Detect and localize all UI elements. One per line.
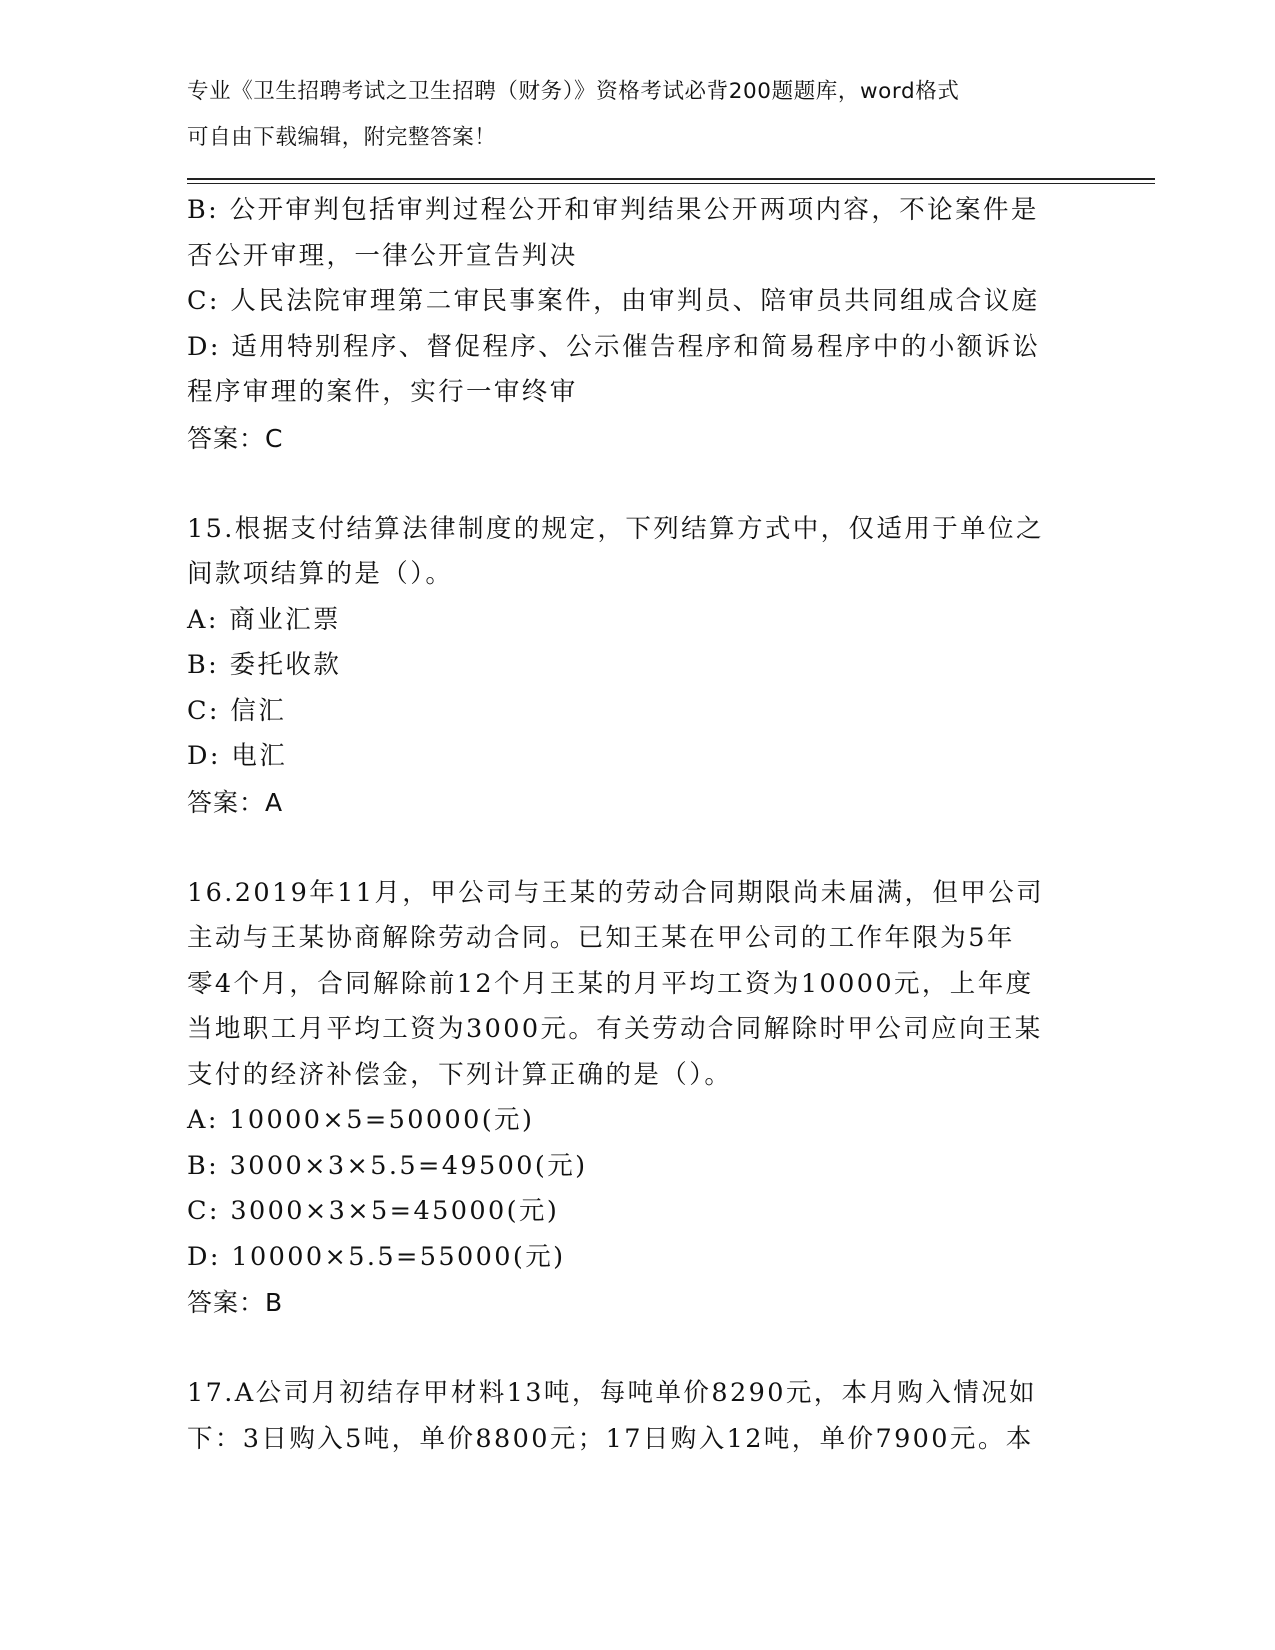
q16-option-c: C: 3000×3×5=45000(元) bbox=[187, 1196, 560, 1226]
spacer bbox=[187, 461, 1077, 507]
header-title-line-2: 可自由下载编辑，附完整答案！ bbox=[187, 124, 497, 150]
question-15 bbox=[187, 507, 1077, 826]
q16-stem-line-2: 主动与王某协商解除劳动合同。已知王某在甲公司的工作年限为5年 bbox=[187, 923, 1015, 953]
q15-stem-line-2: 间款项结算的是（）。 bbox=[187, 559, 454, 589]
q16-option-d: D: 10000×5.5=55000(元) bbox=[187, 1241, 566, 1272]
spacer bbox=[187, 825, 1077, 871]
q17-stem-line-1: 17.A公司月初结存甲材料13吨，每吨单价8290元，本月购入情况如 bbox=[187, 1378, 1037, 1408]
q15-option-a: A: 商业汇票 bbox=[187, 604, 341, 635]
question-16 bbox=[187, 871, 1077, 1326]
spacer bbox=[187, 1326, 1077, 1372]
question-content bbox=[187, 188, 1077, 1462]
q16-stem-line-4: 当地职工月平均工资为3000元。有关劳动合同解除时甲公司应向王某 bbox=[187, 1014, 1043, 1044]
question-14-tail bbox=[187, 188, 1077, 461]
header-divider-thick bbox=[187, 178, 1155, 180]
q15-option-d: D: 电汇 bbox=[187, 741, 288, 771]
q17-stem-line-2: 下：3日购入5吨，单价8800元；17日购入12吨，单价7900元。本 bbox=[187, 1423, 1034, 1454]
q14-answer: 答案：C bbox=[187, 423, 284, 453]
q15-option-b: B: 委托收款 bbox=[187, 650, 342, 680]
header-title-line-1: 专业《卫生招聘考试之卫生招聘（财务）》资格考试必背200题题库，word格式 bbox=[187, 79, 960, 104]
q16-answer: 答案：B bbox=[187, 1288, 284, 1317]
q15-answer: 答案：A bbox=[187, 787, 284, 817]
q14-option-b-line-2: 否公开审理，一律公开宣告判决 bbox=[187, 240, 578, 271]
q16-stem-line-5: 支付的经济补偿金，下列计算正确的是（）。 bbox=[187, 1059, 733, 1090]
q16-option-b: B: 3000×3×5.5=49500(元) bbox=[187, 1150, 588, 1181]
q14-option-c: C: 人民法院审理第二审民事案件，由审判员、陪审员共同组成合议庭 bbox=[187, 286, 1040, 316]
q15-option-c: C: 信汇 bbox=[187, 695, 287, 726]
q16-option-a: A: 10000×5=50000(元) bbox=[187, 1105, 535, 1135]
q14-option-b-line-1: B: 公开审判包括审判过程公开和审判结果公开两项内容，不论案件是 bbox=[187, 195, 1039, 225]
q16-stem-line-1: 16.2019年11月，甲公司与王某的劳动合同期限尚未届满，但甲公司 bbox=[187, 877, 1044, 908]
page-header bbox=[187, 76, 1067, 167]
header-divider-thin bbox=[187, 183, 1155, 184]
question-17 bbox=[187, 1371, 1077, 1462]
q15-stem-line-1: 15.根据支付结算法律制度的规定，下列结算方式中，仅适用于单位之 bbox=[187, 513, 1044, 544]
q16-stem-line-3: 零4个月，合同解除前12个月王某的月平均工资为10000元，上年度 bbox=[187, 968, 1034, 999]
q14-option-d-line-2: 程序审理的案件，实行一审终审 bbox=[187, 377, 578, 407]
q14-option-d-line-1: D: 适用特别程序、督促程序、公示催告程序和简易程序中的小额诉讼 bbox=[187, 331, 1041, 362]
